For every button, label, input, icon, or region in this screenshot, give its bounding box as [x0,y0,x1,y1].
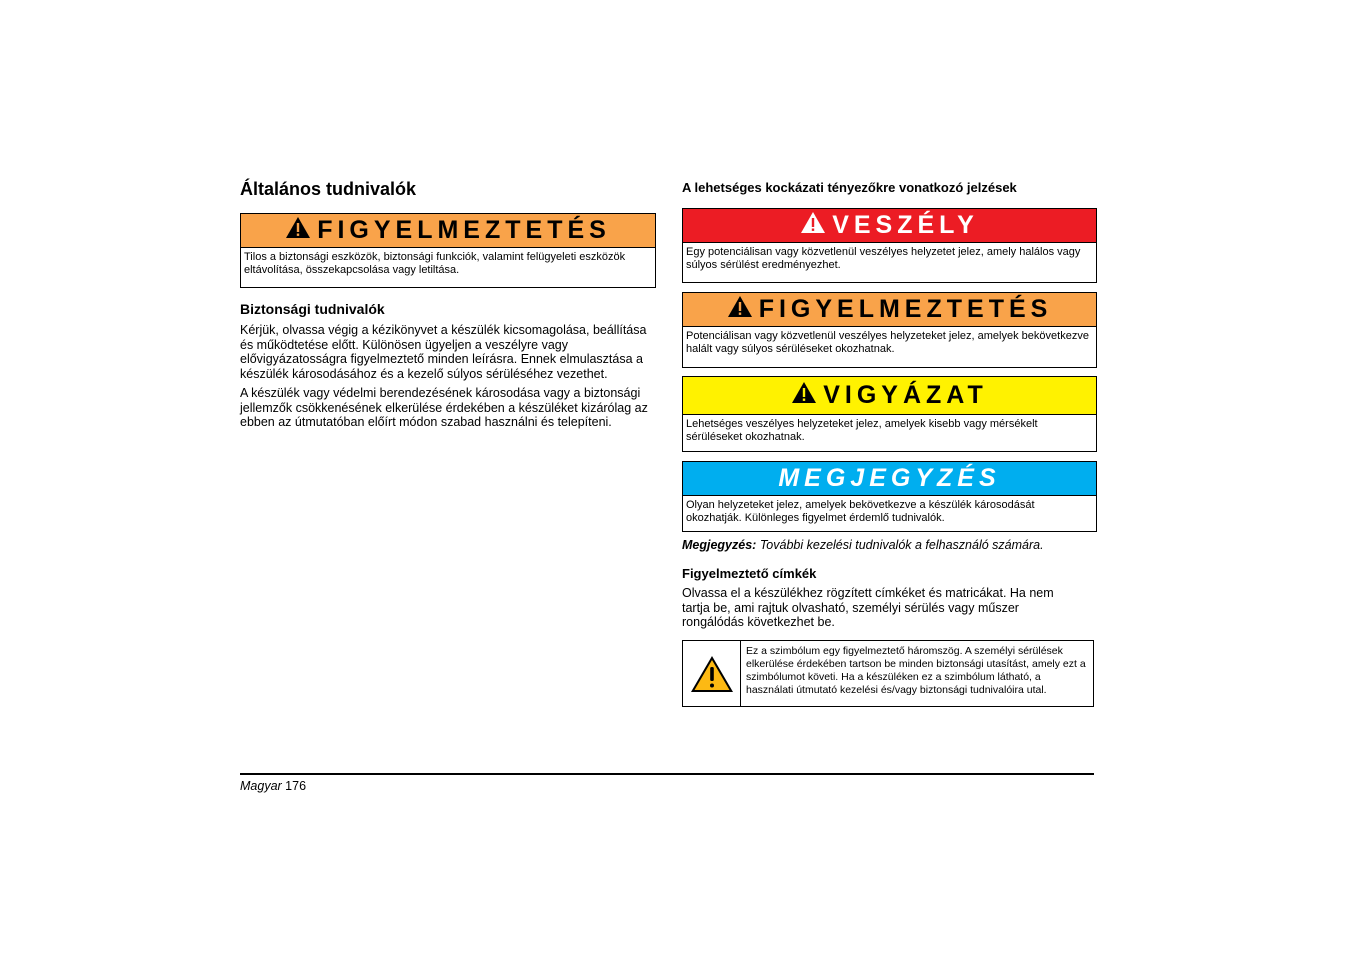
warning-box-header [241,214,655,248]
symbol-description: Ez a szimbólum egy figyelmeztető háromszög. A személyi sérülések elkerülése érdekében tartson be minden biztonsági utasítást, amely ezt a szimbólumot követi. Ha a készüléken ez a szimbólum látható, a használati útmutató kezelési és/vagy biztonsági tudnivalóira utal. [746,645,1086,696]
warning-box-text: Tilos a biztonsági eszközök, biztonsági funkciók, valamint felügyeleti eszközök eltávolítása, összekapcsolása vagy letiltása. [244,251,626,276]
warning-box [682,292,1097,368]
caution-box-header [683,377,1096,415]
safety-paragraph-2: A készülék vagy védelmi berendezésének károsodása vagy a biztonsági jellemzők csökkenésének elkerülése érdekében a készüléket kizárólag az ebben az útmutatóban előírt módon szabad használni és telepíteni. [240,386,648,429]
note-label: Megjegyzés: [682,538,757,552]
notice-box [682,461,1097,532]
note-text: További kezelési tudnivalók a felhasználó számára. [756,538,1044,552]
warning-box-text: Potenciálisan vagy közvetlenül veszélyes helyzeteket jelez, amelyek bekövetkezve halált vagy súlyos sérüléseket okozhatnak. [686,330,1089,355]
footer-rule [240,773,1094,775]
danger-box-title: VESZÉLY [832,211,979,239]
warning-triangle-icon [727,295,753,325]
notice-box-title: MEGJEGYZÉS [778,464,1001,492]
safety-paragraph-1: Kérjük, olvassa végig a kézikönyvet a készülék kicsomagolása, beállítása és működtetése előtt. Különösen ügyeljen a veszélyre vagy elővigyázatosságra figyelmeztető minden leírásra. Ennek elmulasztása a készülék károsodásához és a kezelő súlyos sérüléséhez vezethet. [240,323,647,381]
warning-box-header [683,293,1096,327]
warning-triangle-icon [800,211,826,241]
notice-box-text: Olyan helyzeteket jelez, amelyek bekövetkezve a készülék károsodását okozhatják. Különleges figyelmet érdemlő tudnivalók. [686,499,1035,524]
notice-box-header [683,462,1096,496]
caution-box-text: Lehetséges veszélyes helyzeteket jelez, amelyek kisebb vagy mérsékelt sérüléseket okozhatnak. [686,418,1038,443]
warning-box-title: FIGYELMEZTETÉS [317,216,611,244]
danger-box [682,208,1097,283]
warning-triangle-icon [683,641,741,706]
warning-triangle-icon [791,381,817,411]
footer-page-number: 176 [285,779,307,793]
danger-box-header [683,209,1096,243]
labels-paragraph: Olvassa el a készülékhez rögzített címkéket és matricákat. Ha nem tartja be, ami rajtuk olvasható, személyi sérülés vagy műszer rongálódás következhet be. [682,586,1054,629]
labels-heading: Figyelmeztető címkék [682,566,817,581]
warning-triangle-icon [285,216,311,246]
caution-box-title: VIGYÁZAT [823,381,988,409]
warning-box-title: FIGYELMEZTETÉS [758,295,1053,323]
hazard-heading: A lehetséges kockázati tényezőkre vonatkozó jelzések [682,180,1017,195]
caution-box [682,376,1097,452]
note-line [682,538,1102,553]
page-footer [240,779,306,793]
safety-heading: Biztonsági tudnivalók [240,301,385,317]
section-heading: Általános tudnivalók [240,179,417,199]
footer-language: Magyar [240,779,282,793]
danger-box-text: Egy potenciálisan vagy közvetlenül veszélyes helyzetet jelez, amely halálos vagy súlyos sérülést eredményezhet. [686,246,1081,271]
warning-box-general [240,213,656,288]
symbol-table [682,640,1094,707]
